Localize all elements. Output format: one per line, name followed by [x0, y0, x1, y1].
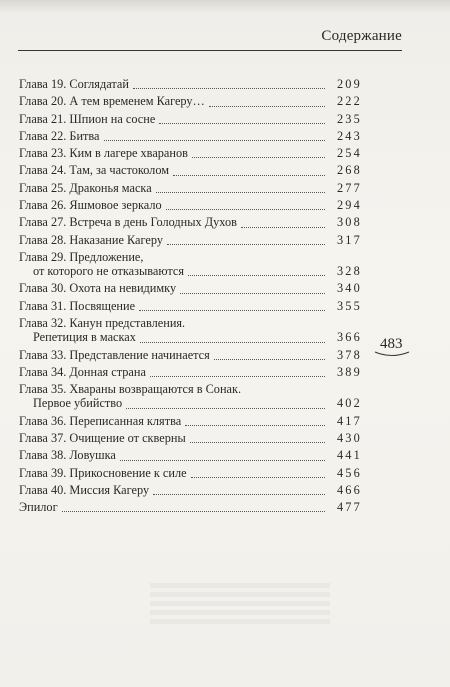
toc-entry-line: [19, 93, 362, 110]
dot-leader: [156, 191, 325, 193]
dot-leader: [150, 375, 325, 377]
toc-entry-line: [19, 499, 362, 516]
toc-entry-line: [19, 162, 362, 179]
toc-entry-page: 378: [336, 347, 362, 362]
toc-entry-line: [19, 111, 362, 128]
toc-entry-page: 441: [336, 448, 362, 463]
toc-entry-line: [19, 482, 362, 499]
dot-leader: [173, 174, 325, 176]
toc-entry: [19, 76, 362, 93]
toc-entry-page: 222: [336, 94, 362, 109]
toc-entry-title: Глава 37. Очищение от скверны: [19, 430, 186, 445]
toc-entry: [19, 499, 362, 516]
dot-leader: [241, 226, 325, 228]
dot-leader: [104, 139, 325, 141]
dot-leader: [159, 122, 325, 124]
toc-entry-page: 477: [336, 500, 362, 515]
toc-entry-line: [19, 76, 362, 93]
dot-leader: [188, 274, 325, 276]
toc-entry: [19, 447, 362, 464]
toc-entry: [19, 465, 362, 482]
toc-entry-title: Глава 34. Донная страна: [19, 364, 146, 379]
toc-entry: [19, 280, 362, 297]
toc-entry-page: 430: [336, 430, 362, 445]
toc-entry: [19, 315, 362, 347]
toc-entry-line: [19, 298, 362, 315]
toc-entry-page: 355: [336, 298, 362, 313]
toc-entry: [19, 162, 362, 179]
toc-entry-line: [19, 465, 362, 482]
toc-entry-line: [19, 280, 362, 297]
toc-entry: [19, 482, 362, 499]
toc-entry-page: 340: [336, 281, 362, 296]
dot-leader: [185, 424, 325, 426]
toc-entry: [19, 347, 362, 364]
dot-leader: [62, 510, 325, 512]
toc-entry-line: [19, 347, 362, 364]
running-header-title: Содержание: [321, 28, 402, 44]
dot-leader: [167, 243, 325, 245]
toc-entry-line: [19, 364, 362, 381]
dot-leader: [166, 208, 325, 210]
toc-entry: [19, 413, 362, 430]
toc-entry-page: 294: [336, 198, 362, 213]
page-top-shadow: [0, 0, 450, 14]
toc-entry: [19, 111, 362, 128]
toc-entry: [19, 180, 362, 197]
toc-entry-title: Глава 21. Шпион на сосне: [19, 111, 156, 126]
dot-leader: [192, 156, 325, 158]
dot-leader: [140, 341, 325, 343]
table-of-contents: [19, 76, 362, 516]
toc-entry: [19, 381, 362, 413]
toc-entry-title: Глава 40. Миссия Кагеру: [19, 482, 150, 497]
toc-entry-page: 268: [336, 163, 362, 178]
toc-entry-title: Глава 26. Яшмовое зеркало: [19, 198, 162, 213]
toc-entry-line: [19, 263, 362, 280]
toc-entry-page: 308: [336, 215, 362, 230]
toc-entry-page: 254: [336, 146, 362, 161]
dot-leader: [214, 358, 325, 360]
toc-entry-title: Эпилог: [19, 500, 58, 515]
toc-entry-title: Глава 24. Там, за частоколом: [19, 163, 170, 178]
toc-entry-title: Глава 31. Посвящение: [19, 298, 136, 313]
toc-entry-page: 317: [336, 232, 362, 247]
dot-leader: [191, 476, 325, 478]
toc-entry-page: 209: [336, 77, 362, 91]
toc-entry: [19, 128, 362, 145]
toc-entry-title: Глава 38. Ловушка: [19, 448, 116, 463]
dot-leader: [180, 292, 325, 294]
toc-entry-subtitle: Репетиция в масках: [33, 330, 136, 345]
toc-entry-line: [19, 447, 362, 464]
dot-leader: [120, 459, 325, 461]
toc-entry-title: Глава 25. Драконья маска: [19, 180, 152, 195]
toc-entry-page: 466: [336, 482, 362, 497]
dot-leader: [133, 87, 325, 89]
toc-entry-line: [19, 214, 362, 231]
header-rule: [18, 50, 402, 51]
toc-entry-line: [19, 232, 362, 249]
toc-entry: [19, 214, 362, 231]
toc-entry: [19, 298, 362, 315]
toc-entry: [19, 197, 362, 214]
toc-entry-subtitle: от которого не отказываются: [33, 264, 184, 279]
dot-leader: [190, 441, 325, 443]
toc-entry: [19, 364, 362, 381]
toc-entry: [19, 249, 362, 281]
toc-entry-page: 243: [336, 128, 362, 143]
toc-entry-line: [19, 329, 362, 346]
toc-entry-line: [19, 197, 362, 214]
dot-leader: [126, 407, 325, 409]
toc-entry-line: [19, 395, 362, 412]
toc-entry-title: Глава 23. Ким в лагере хваранов: [19, 146, 188, 161]
toc-entry-title: Глава 28. Наказание Кагеру: [19, 232, 163, 247]
toc-entry-line: [19, 145, 362, 162]
toc-entry-page: 389: [336, 364, 362, 379]
toc-entry-line: [19, 413, 362, 430]
toc-entry-title: Глава 30. Охота на невидимку: [19, 281, 177, 296]
toc-entry-title: Глава 32. Канун представления.: [19, 316, 186, 331]
toc-entry-title: Глава 27. Встреча в день Голодных Духов: [19, 215, 237, 230]
toc-entry-title: Глава 20. А тем временем Кагеру…: [19, 94, 205, 109]
toc-entry-line: [19, 128, 362, 145]
page-number: 483: [380, 336, 403, 352]
toc-entry-page: 456: [336, 465, 362, 480]
toc-entry-title: Глава 36. Переписанная клятва: [19, 413, 182, 428]
toc-entry-page: 277: [336, 180, 362, 195]
toc-entry: [19, 232, 362, 249]
toc-entry: [19, 93, 362, 110]
toc-entry-title: Глава 19. Соглядатай: [19, 77, 129, 91]
toc-entry: [19, 430, 362, 447]
dot-leader: [139, 309, 325, 311]
toc-entry-page: 328: [336, 264, 362, 279]
toc-entry-title: Глава 22. Битва: [19, 128, 100, 143]
toc-entry-page: 417: [336, 413, 362, 428]
toc-entry-line: [19, 430, 362, 447]
dot-leader: [209, 105, 325, 107]
toc-entry-line: [19, 180, 362, 197]
toc-entry-page: 366: [336, 330, 362, 345]
toc-entry-title: Глава 35. Хвараны возвращаются в Сонак.: [19, 382, 242, 397]
show-through-text: [150, 583, 330, 625]
toc-entry-title: Глава 29. Предложение,: [19, 249, 144, 264]
toc-entry: [19, 145, 362, 162]
toc-entry-page: 235: [336, 111, 362, 126]
toc-entry-title: Глава 33. Представление начинается: [19, 347, 210, 362]
toc-entry-page: 402: [336, 396, 362, 411]
page-number-ornament: [374, 350, 410, 360]
dot-leader: [153, 493, 325, 495]
toc-entry-title: Глава 39. Прикосновение к силе: [19, 465, 187, 480]
toc-entry-subtitle: Первое убийство: [33, 396, 123, 411]
